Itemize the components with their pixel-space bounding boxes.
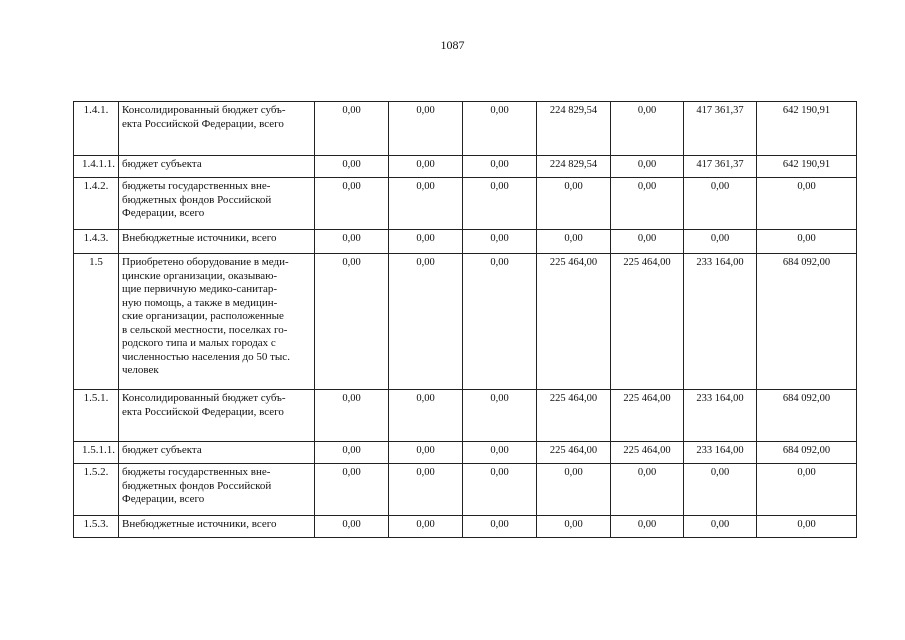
row-value: 0,00 <box>757 464 857 516</box>
budget-table <box>73 101 857 538</box>
row-value: 224 829,54 <box>537 156 611 178</box>
row-value: 0,00 <box>389 102 463 156</box>
row-value: 0,00 <box>757 230 857 254</box>
row-name: бюджет субъекта <box>119 442 315 464</box>
row-code: 1.4.1. <box>74 102 119 156</box>
row-value: 642 190,91 <box>757 156 857 178</box>
table-row <box>74 230 857 254</box>
table-row <box>74 102 857 156</box>
row-value: 0,00 <box>537 516 611 538</box>
row-value: 233 164,00 <box>684 442 757 464</box>
row-value: 233 164,00 <box>684 254 757 390</box>
row-value: 233 164,00 <box>684 390 757 442</box>
row-value: 0,00 <box>463 390 537 442</box>
row-value: 0,00 <box>611 178 684 230</box>
row-value: 0,00 <box>463 254 537 390</box>
row-value: 0,00 <box>684 516 757 538</box>
row-code: 1.5 <box>74 254 119 390</box>
row-value: 0,00 <box>389 156 463 178</box>
row-value: 0,00 <box>315 254 389 390</box>
page-number: 1087 <box>440 38 465 52</box>
row-value: 0,00 <box>315 156 389 178</box>
row-code: 1.5.3. <box>74 516 119 538</box>
row-value: 224 829,54 <box>537 102 611 156</box>
row-value: 0,00 <box>463 464 537 516</box>
row-name: Внебюджетные источники, всего <box>119 230 315 254</box>
row-value: 0,00 <box>611 102 684 156</box>
row-value: 0,00 <box>389 464 463 516</box>
table-row <box>74 516 857 538</box>
row-name: Консолидированный бюджет субъ- екта Российской Федерации, всего <box>119 390 315 442</box>
row-value: 0,00 <box>315 390 389 442</box>
row-value: 0,00 <box>389 516 463 538</box>
row-value: 684 092,00 <box>757 254 857 390</box>
row-code: 1.4.1.1. <box>74 156 119 178</box>
row-value: 0,00 <box>315 102 389 156</box>
row-value: 0,00 <box>611 156 684 178</box>
row-value: 0,00 <box>389 254 463 390</box>
row-value: 0,00 <box>537 178 611 230</box>
row-value: 0,00 <box>463 102 537 156</box>
table-row <box>74 178 857 230</box>
table-row <box>74 254 857 390</box>
row-value: 225 464,00 <box>537 254 611 390</box>
row-value: 0,00 <box>684 464 757 516</box>
row-value: 0,00 <box>611 464 684 516</box>
row-code: 1.4.2. <box>74 178 119 230</box>
row-value: 0,00 <box>537 230 611 254</box>
row-name: Приобретено оборудование в меди- цинские организации, оказываю- щие первичную медико-санитар- ную помощь, а также в медицин- ские организации, расположенные в сельской местности, поселках го- родского типа и малых городах с численностью населения до 50 тыс. человек <box>119 254 315 390</box>
row-value: 0,00 <box>315 442 389 464</box>
row-value: 417 361,37 <box>684 102 757 156</box>
row-value: 0,00 <box>463 442 537 464</box>
row-value: 0,00 <box>315 516 389 538</box>
row-value: 225 464,00 <box>611 442 684 464</box>
table-row <box>74 464 857 516</box>
row-value: 0,00 <box>463 230 537 254</box>
row-value: 417 361,37 <box>684 156 757 178</box>
row-value: 225 464,00 <box>537 442 611 464</box>
row-value: 0,00 <box>315 464 389 516</box>
table-row <box>74 156 857 178</box>
row-value: 0,00 <box>315 178 389 230</box>
row-value: 225 464,00 <box>611 390 684 442</box>
row-value: 0,00 <box>389 390 463 442</box>
row-code: 1.5.1. <box>74 390 119 442</box>
table-row <box>74 442 857 464</box>
row-value: 0,00 <box>757 516 857 538</box>
row-value: 684 092,00 <box>757 442 857 464</box>
row-value: 0,00 <box>389 230 463 254</box>
row-value: 0,00 <box>463 516 537 538</box>
row-value: 684 092,00 <box>757 390 857 442</box>
row-value: 0,00 <box>463 156 537 178</box>
row-value: 0,00 <box>757 178 857 230</box>
row-name: бюджеты государственных вне- бюджетных фондов Российской Федерации, всего <box>119 464 315 516</box>
row-value: 225 464,00 <box>537 390 611 442</box>
row-code: 1.5.2. <box>74 464 119 516</box>
row-value: 0,00 <box>611 230 684 254</box>
row-name: бюджет субъекта <box>119 156 315 178</box>
row-value: 0,00 <box>684 178 757 230</box>
row-value: 642 190,91 <box>757 102 857 156</box>
row-code: 1.4.3. <box>74 230 119 254</box>
row-code: 1.5.1.1. <box>74 442 119 464</box>
row-value: 0,00 <box>389 178 463 230</box>
row-name: Консолидированный бюджет субъ- екта Российской Федерации, всего <box>119 102 315 156</box>
row-name: бюджеты государственных вне- бюджетных фондов Российской Федерации, всего <box>119 178 315 230</box>
budget-table-body <box>74 102 857 538</box>
row-value: 0,00 <box>463 178 537 230</box>
row-value: 0,00 <box>684 230 757 254</box>
row-value: 225 464,00 <box>611 254 684 390</box>
row-value: 0,00 <box>611 516 684 538</box>
row-value: 0,00 <box>389 442 463 464</box>
row-name: Внебюджетные источники, всего <box>119 516 315 538</box>
row-value: 0,00 <box>315 230 389 254</box>
table-row <box>74 390 857 442</box>
row-value: 0,00 <box>537 464 611 516</box>
